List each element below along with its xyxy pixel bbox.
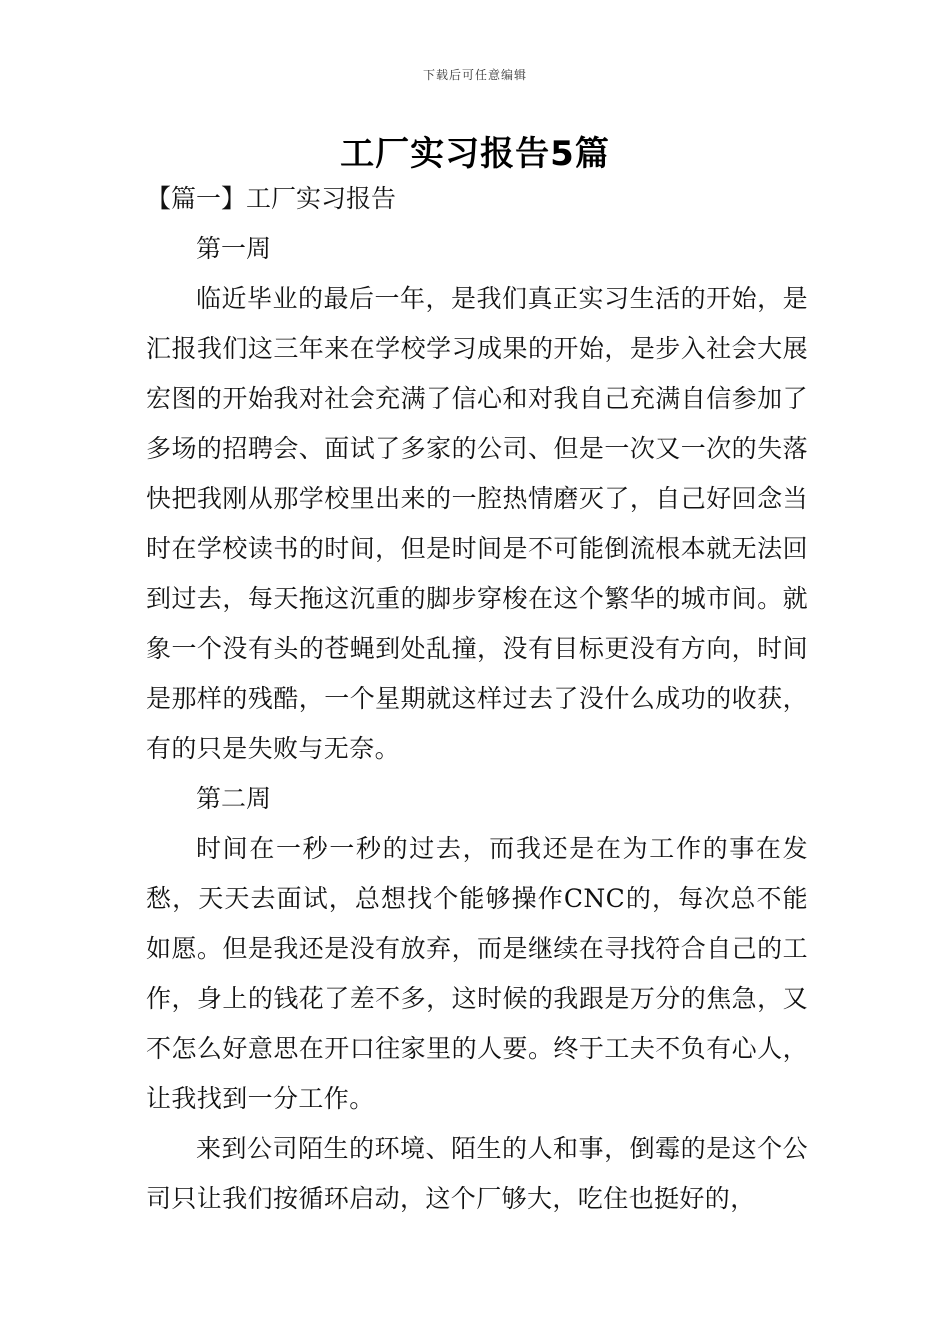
week-1-label: 第一周 xyxy=(196,234,272,263)
week-2-label: 第二周 xyxy=(196,784,272,813)
section-heading: 【篇一】工厂实习报告 xyxy=(146,184,397,213)
header-note: 下载后可任意编辑 xyxy=(422,68,527,82)
document-body xyxy=(146,174,808,1224)
week-2-paragraph-1: 时间在一秒一秒的过去，而我还是在为工作的事在发愁，天天去面试，总想找个能够操作CNC的，每次总不能如愿。但是我还是没有放弃，而是继续在寻找符合自己的工作，身上的钱花了差不多，这时候的我跟是万分的焦急，又不怎么好意思在开口往家里的人要。终于工夫不负有心人，让我找到一分工作。 xyxy=(146,834,808,1113)
week-1-paragraph: 临近毕业的最后一年，是我们真正实习生活的开始，是汇报我们这三年来在学校学习成果的开始，是步入社会大展宏图的开始我对社会充满了信心和对我自己充满自信参加了多场的招聘会、面试了多家的公司、但是一次又一次的失落快把我刚从那学校里出来的一腔热情磨灭了，自己好回念当时在学校读书的时间，但是时间是不可能倒流根本就无法回到过去，每天拖这沉重的脚步穿梭在这个繁华的城市间。就象一个没有头的苍蝇到处乱撞，没有目标更没有方向，时间是那样的残酷，一个星期就这样过去了没什么成功的收获，有的只是失败与无奈。 xyxy=(146,284,808,763)
document-title: 工厂实习报告5篇 xyxy=(340,134,610,174)
week-2-paragraph-2: 来到公司陌生的环境、陌生的人和事，倒霉的是这个公司只让我们按循环启动，这个厂够大，吃住也挺好的， xyxy=(146,1134,808,1213)
